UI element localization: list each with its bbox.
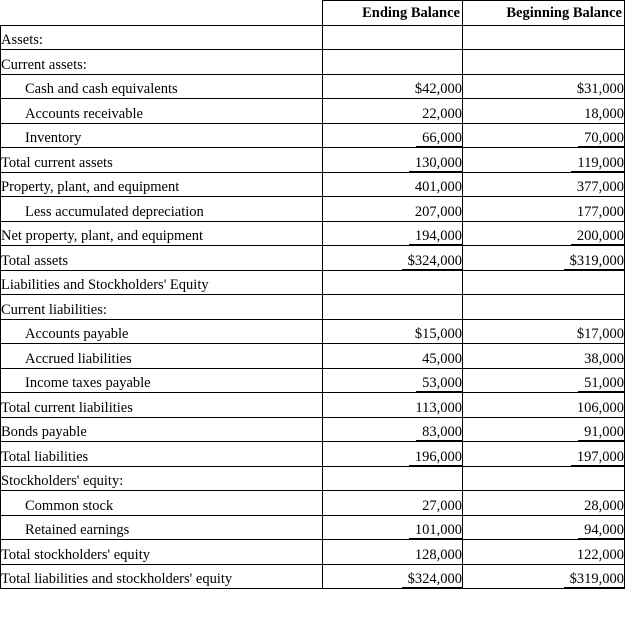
ending-balance-value: 22,000 xyxy=(422,105,462,122)
beginning-balance-cell xyxy=(463,172,625,197)
beginning-balance-cell xyxy=(463,319,625,344)
beginning-balance-cell xyxy=(463,221,625,246)
ending-balance-value: 194,000 xyxy=(409,229,462,245)
beginning-balance-value: 28,000 xyxy=(584,497,624,514)
row-label: Bonds payable xyxy=(1,417,323,442)
table-row xyxy=(1,295,625,320)
beginning-balance-cell xyxy=(463,148,625,173)
table-row xyxy=(1,221,625,246)
ending-balance-cell xyxy=(323,25,463,50)
ending-balance-cell xyxy=(323,466,463,491)
row-label: Less accumulated depreciation xyxy=(1,197,323,222)
ending-balance-cell xyxy=(323,295,463,320)
row-label: Total liabilities xyxy=(1,442,323,467)
ending-balance-cell xyxy=(323,123,463,148)
header-beginning-balance: Beginning Balance xyxy=(463,1,625,26)
ending-balance-cell xyxy=(323,148,463,173)
beginning-balance-cell xyxy=(463,564,625,589)
table-row xyxy=(1,25,625,50)
row-label: Accounts receivable xyxy=(1,99,323,124)
beginning-balance-cell xyxy=(463,491,625,516)
table-row xyxy=(1,197,625,222)
ending-balance-cell xyxy=(323,393,463,418)
beginning-balance-cell xyxy=(463,197,625,222)
table-row xyxy=(1,417,625,442)
beginning-balance-cell xyxy=(463,50,625,75)
beginning-balance-value: 94,000 xyxy=(578,523,624,539)
balance-sheet-body xyxy=(1,25,625,589)
beginning-balance-value: 38,000 xyxy=(584,350,624,367)
ending-balance-value: 401,000 xyxy=(414,179,462,195)
beginning-balance-cell xyxy=(463,442,625,467)
row-label: Current assets: xyxy=(1,50,323,75)
beginning-balance-value: 18,000 xyxy=(584,105,624,122)
ending-balance-cell xyxy=(323,540,463,565)
ending-balance-cell xyxy=(323,50,463,75)
ending-balance-value: 83,000 xyxy=(416,425,462,441)
beginning-balance-value: $17,000 xyxy=(576,326,624,342)
row-label: Current liabilities: xyxy=(1,295,323,320)
row-label: Accrued liabilities xyxy=(1,344,323,369)
beginning-balance-cell xyxy=(463,25,625,50)
table-row xyxy=(1,246,625,271)
beginning-balance-cell xyxy=(463,123,625,148)
row-label: Total assets xyxy=(1,246,323,271)
beginning-balance-value: 200,000 xyxy=(571,229,624,245)
beginning-balance-value: 51,000 xyxy=(578,376,624,392)
ending-balance-value: 128,000 xyxy=(414,546,462,563)
beginning-balance-value: $319,000 xyxy=(564,572,624,588)
ending-balance-cell xyxy=(323,172,463,197)
table-row xyxy=(1,368,625,393)
row-label: Inventory xyxy=(1,123,323,148)
beginning-balance-cell xyxy=(463,393,625,418)
beginning-balance-value: 119,000 xyxy=(571,156,624,172)
row-label: Property, plant, and equipment xyxy=(1,172,323,197)
ending-balance-value: 207,000 xyxy=(414,203,462,220)
table-row xyxy=(1,270,625,295)
beginning-balance-cell xyxy=(463,466,625,491)
table-row xyxy=(1,564,625,589)
table-row xyxy=(1,50,625,75)
beginning-balance-cell xyxy=(463,295,625,320)
table-row xyxy=(1,515,625,540)
table-row xyxy=(1,123,625,148)
table-row xyxy=(1,540,625,565)
ending-balance-cell xyxy=(323,344,463,369)
table-row xyxy=(1,172,625,197)
beginning-balance-value: 177,000 xyxy=(576,203,624,220)
beginning-balance-value: 70,000 xyxy=(578,131,624,147)
beginning-balance-cell xyxy=(463,246,625,271)
beginning-balance-cell xyxy=(463,515,625,540)
row-label: Stockholders' equity: xyxy=(1,466,323,491)
beginning-balance-cell xyxy=(463,99,625,124)
ending-balance-value: 66,000 xyxy=(416,131,462,147)
ending-balance-cell xyxy=(323,368,463,393)
row-label: Accounts payable xyxy=(1,319,323,344)
beginning-balance-value: 377,000 xyxy=(576,179,624,195)
table-row xyxy=(1,491,625,516)
beginning-balance-value: $31,000 xyxy=(576,81,624,97)
row-label: Net property, plant, and equipment xyxy=(1,221,323,246)
beginning-balance-cell xyxy=(463,417,625,442)
ending-balance-cell xyxy=(323,417,463,442)
ending-balance-value: $324,000 xyxy=(402,254,462,270)
row-label: Liabilities and Stockholders' Equity xyxy=(1,270,323,295)
row-label: Cash and cash equivalents xyxy=(1,74,323,99)
ending-balance-cell xyxy=(323,74,463,99)
beginning-balance-cell xyxy=(463,344,625,369)
row-label: Total stockholders' equity xyxy=(1,540,323,565)
ending-balance-value: 45,000 xyxy=(422,350,462,367)
ending-balance-value: 27,000 xyxy=(422,497,462,514)
ending-balance-cell xyxy=(323,246,463,271)
table-row xyxy=(1,99,625,124)
row-label: Total liabilities and stockholders' equity xyxy=(1,564,323,589)
ending-balance-value: 53,000 xyxy=(416,376,462,392)
ending-balance-cell xyxy=(323,442,463,467)
header-label-cell xyxy=(1,1,323,26)
beginning-balance-cell xyxy=(463,270,625,295)
ending-balance-value: $42,000 xyxy=(414,81,462,97)
row-label: Income taxes payable xyxy=(1,368,323,393)
beginning-balance-cell xyxy=(463,368,625,393)
ending-balance-value: $15,000 xyxy=(414,326,462,342)
beginning-balance-value: 106,000 xyxy=(576,399,624,416)
table-row xyxy=(1,74,625,99)
beginning-balance-value: $319,000 xyxy=(564,254,624,270)
ending-balance-cell xyxy=(323,270,463,295)
header-row xyxy=(1,1,625,26)
row-label: Total current liabilities xyxy=(1,393,323,418)
beginning-balance-value: 122,000 xyxy=(576,546,624,563)
ending-balance-cell xyxy=(323,197,463,222)
table-row xyxy=(1,393,625,418)
ending-balance-cell xyxy=(323,221,463,246)
ending-balance-cell xyxy=(323,491,463,516)
ending-balance-cell xyxy=(323,319,463,344)
table-row xyxy=(1,344,625,369)
header-ending-balance: Ending Balance xyxy=(323,1,463,26)
row-label: Assets: xyxy=(1,25,323,50)
table-row xyxy=(1,319,625,344)
table-row xyxy=(1,442,625,467)
beginning-balance-cell xyxy=(463,74,625,99)
beginning-balance-value: 91,000 xyxy=(578,425,624,441)
row-label: Common stock xyxy=(1,491,323,516)
ending-balance-value: 196,000 xyxy=(409,450,462,466)
ending-balance-value: 113,000 xyxy=(415,399,462,416)
row-label: Total current assets xyxy=(1,148,323,173)
beginning-balance-cell xyxy=(463,540,625,565)
beginning-balance-value: 197,000 xyxy=(571,450,624,466)
ending-balance-cell xyxy=(323,99,463,124)
ending-balance-value: $324,000 xyxy=(402,572,462,588)
row-label: Retained earnings xyxy=(1,515,323,540)
table-row xyxy=(1,466,625,491)
ending-balance-value: 130,000 xyxy=(409,156,462,172)
table-row xyxy=(1,148,625,173)
ending-balance-cell xyxy=(323,564,463,589)
ending-balance-value: 101,000 xyxy=(409,523,462,539)
ending-balance-cell xyxy=(323,515,463,540)
